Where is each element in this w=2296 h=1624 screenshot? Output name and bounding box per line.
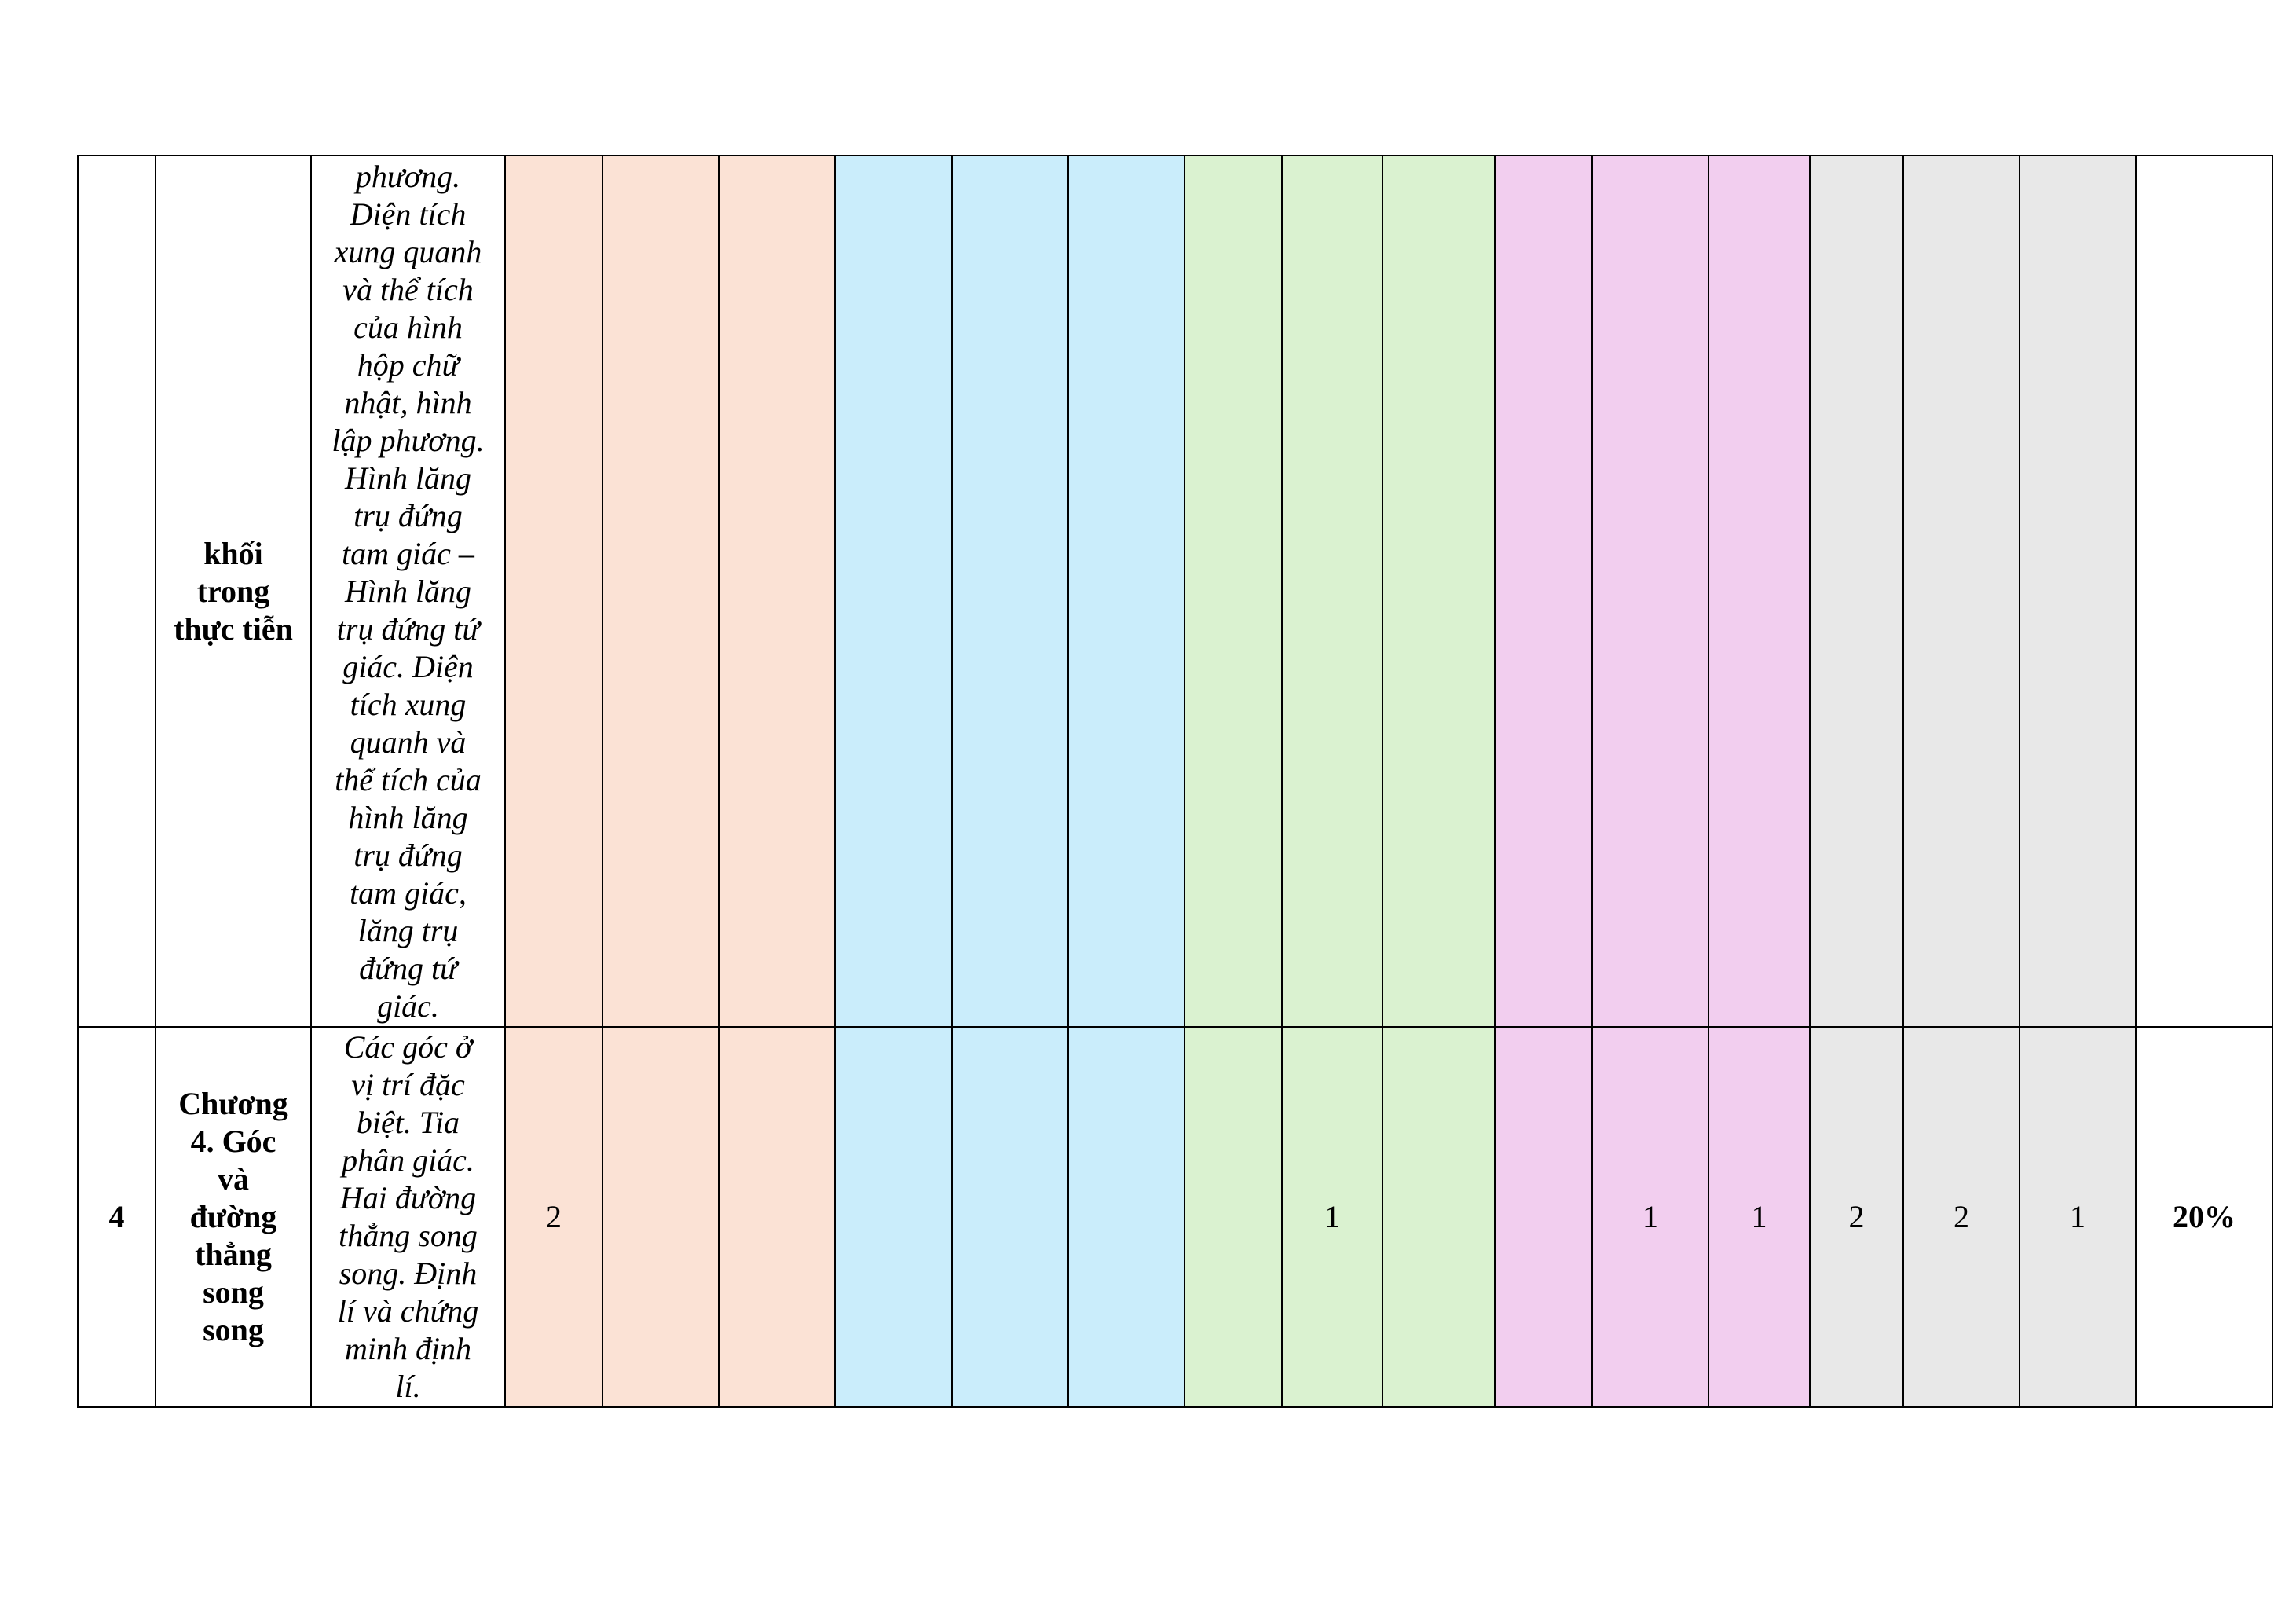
count-cell xyxy=(952,1027,1068,1407)
chapter-line: thực tiễn xyxy=(174,610,293,647)
total-count-cell xyxy=(1810,156,1903,1027)
count-cell xyxy=(602,156,719,1027)
content-line: đứng tứ xyxy=(359,950,457,986)
content-line: Các góc ở xyxy=(343,1029,473,1065)
count-cell xyxy=(1068,156,1185,1027)
total-count-cell: 1 xyxy=(2020,1027,2136,1407)
count-cell xyxy=(505,156,602,1027)
count-cell xyxy=(1495,156,1592,1027)
content-line: trụ đứng xyxy=(353,497,463,533)
count-cell xyxy=(1382,156,1495,1027)
content-line: của hình xyxy=(353,309,463,345)
count-cell xyxy=(719,156,835,1027)
chapter-line: 4. Góc xyxy=(190,1124,276,1159)
chapter-cell xyxy=(156,156,311,1027)
content-line: Hai đường xyxy=(339,1180,477,1215)
content-line: hình lăng xyxy=(348,799,468,835)
content-line: và thể tích xyxy=(342,271,474,307)
content-line: giác. Diện xyxy=(342,648,474,684)
chapter-line: trong xyxy=(196,573,270,609)
content-cell xyxy=(311,1027,505,1407)
percent-cell xyxy=(2136,156,2272,1027)
count-cell: 2 xyxy=(505,1027,602,1407)
content-line: vị trí đặc xyxy=(351,1067,465,1102)
stt-cell: 4 xyxy=(78,1027,156,1407)
content-line: trụ đứng tứ xyxy=(336,610,480,647)
chapter-line: song xyxy=(203,1312,264,1347)
content-line: lăng trụ xyxy=(357,912,459,948)
content-line: giác. xyxy=(377,988,439,1024)
stt-cell xyxy=(78,156,156,1027)
count-cell xyxy=(1185,156,1282,1027)
assessment-matrix-table xyxy=(77,155,2273,1408)
content-line: thẳng song xyxy=(339,1218,478,1253)
count-cell xyxy=(1495,1027,1592,1407)
total-count-cell: 2 xyxy=(1810,1027,1903,1407)
chapter-line: và xyxy=(218,1161,249,1197)
count-cell: 1 xyxy=(1708,1027,1810,1407)
content-line: tam giác, xyxy=(350,874,467,911)
content-line: phương. xyxy=(355,158,461,194)
content-line: quanh và xyxy=(350,724,467,760)
content-line: trụ đứng xyxy=(353,837,463,873)
chapter-line: đường xyxy=(189,1199,277,1234)
chapter-line: thẳng xyxy=(195,1237,272,1272)
content-line: Hình lăng xyxy=(344,573,472,609)
content-line: hộp chữ xyxy=(357,346,460,383)
chapter-line: khối xyxy=(203,535,263,571)
content-line: phân giác. xyxy=(342,1142,474,1178)
content-line: minh định xyxy=(344,1331,472,1366)
table-row xyxy=(78,1027,2272,1407)
count-cell xyxy=(952,156,1068,1027)
content-line: song. Định xyxy=(339,1256,478,1291)
table-row xyxy=(78,156,2272,1027)
count-cell xyxy=(1382,1027,1495,1407)
content-line: nhật, hình xyxy=(344,384,472,420)
total-count-cell xyxy=(2020,156,2136,1027)
content-line: biệt. Tia xyxy=(356,1105,460,1140)
chapter-line: song xyxy=(203,1274,264,1310)
chapter-cell xyxy=(156,1027,311,1407)
count-cell xyxy=(1592,156,1708,1027)
count-cell xyxy=(1282,156,1382,1027)
content-line: tam giác – xyxy=(342,535,474,571)
content-line: Diện tích xyxy=(350,196,467,232)
content-cell xyxy=(311,156,505,1027)
count-cell xyxy=(835,156,952,1027)
content-line: lí và chứng xyxy=(337,1293,479,1329)
content-line: lập phương. xyxy=(331,422,485,458)
content-line: xung quanh xyxy=(334,233,482,269)
content-line: thể tích của xyxy=(335,761,482,797)
percent-cell: 20% xyxy=(2136,1027,2272,1407)
count-cell xyxy=(602,1027,719,1407)
count-cell xyxy=(1708,156,1810,1027)
count-cell xyxy=(835,1027,952,1407)
count-cell: 1 xyxy=(1592,1027,1708,1407)
count-cell xyxy=(1068,1027,1185,1407)
content-line: lí. xyxy=(395,1369,421,1404)
chapter-line: Chương xyxy=(178,1086,288,1121)
count-cell: 1 xyxy=(1282,1027,1382,1407)
content-line: tích xung xyxy=(350,686,467,722)
total-count-cell xyxy=(1903,156,2020,1027)
count-cell xyxy=(719,1027,835,1407)
count-cell xyxy=(1185,1027,1282,1407)
total-count-cell: 2 xyxy=(1903,1027,2020,1407)
content-line: Hình lăng xyxy=(344,460,472,496)
